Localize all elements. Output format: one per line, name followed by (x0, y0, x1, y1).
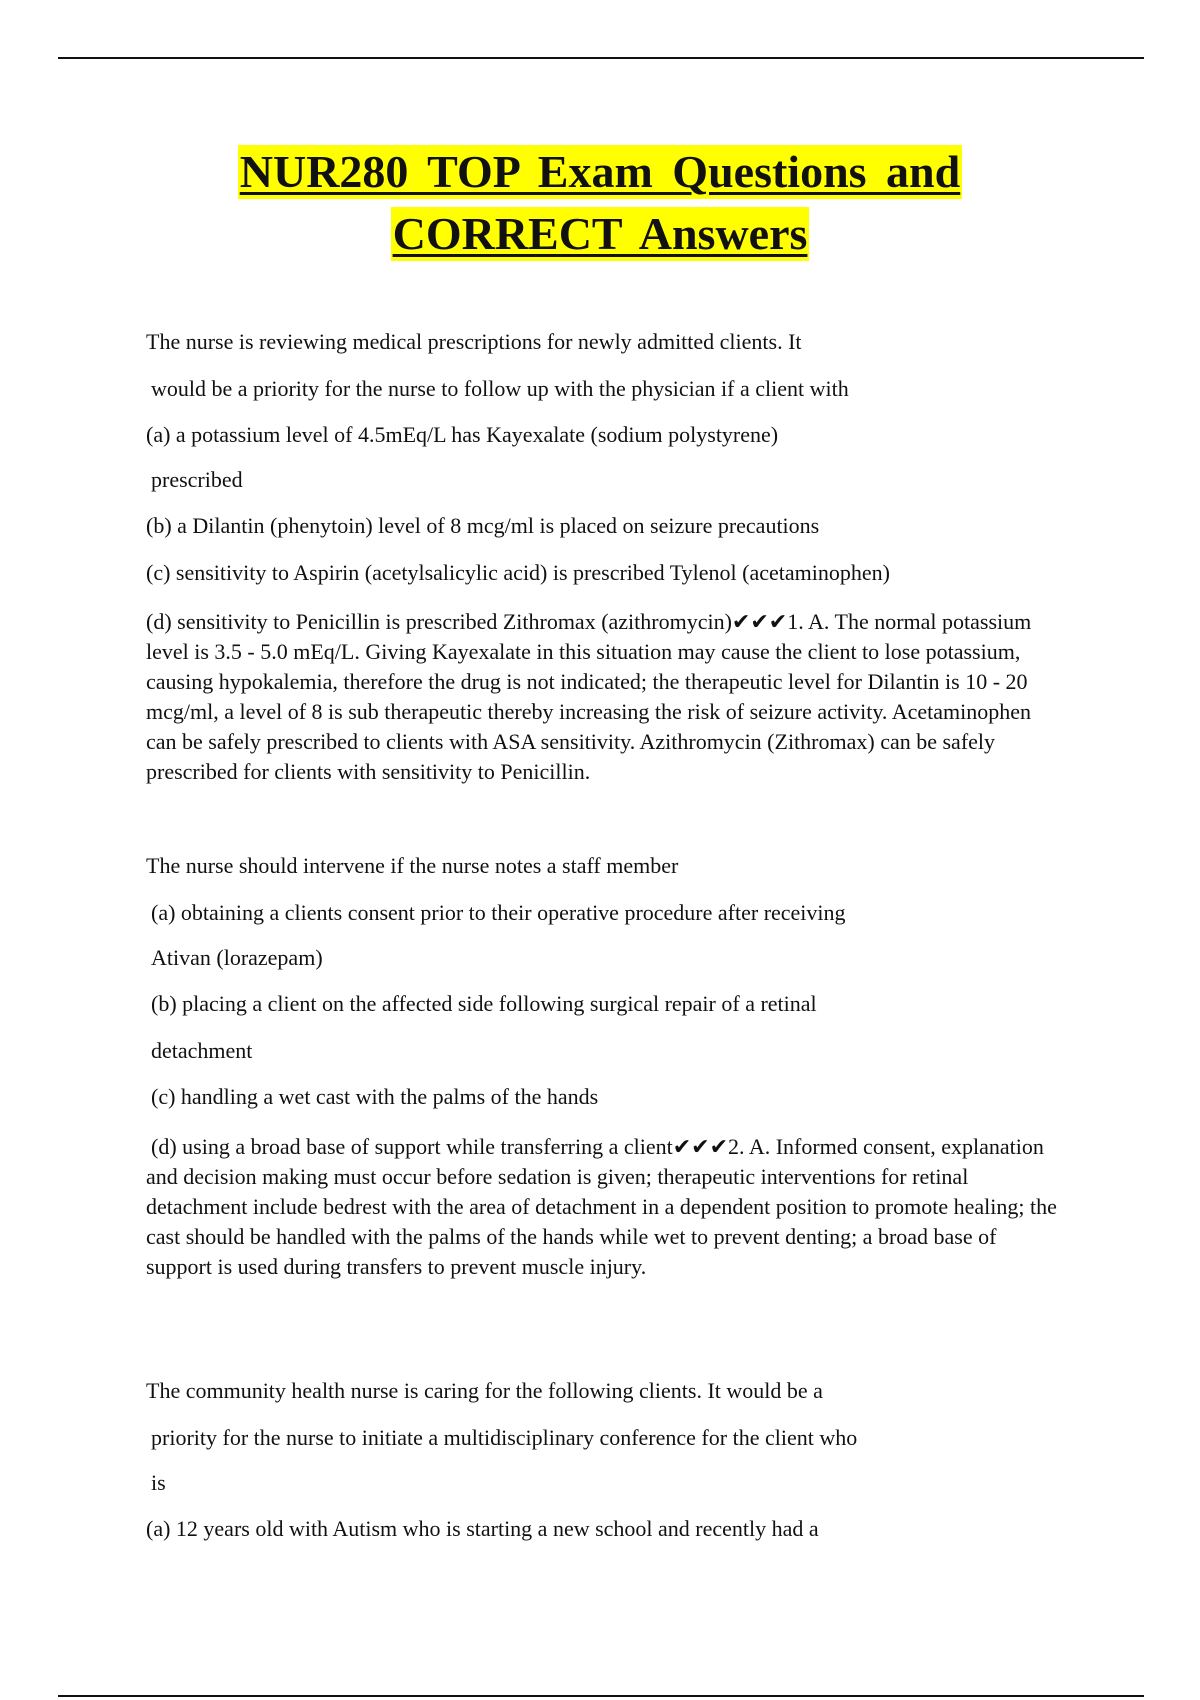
q1-option-b: (b) a Dilantin (phenytoin) level of 8 mcg/ml is placed on seizure precautions (146, 513, 820, 538)
q1-stem-line-1: The nurse is reviewing medical prescriptions for newly admitted clients. It (146, 329, 802, 354)
document-title (0, 145, 1200, 269)
q1-stem-line-2: would be a priority for the nurse to follow up with the physician if a client with (151, 376, 849, 401)
footer-rule (58, 1695, 1144, 1697)
header-rule (58, 57, 1144, 59)
q1-option-a-cont: prescribed (151, 467, 243, 492)
q2-option-c: (c) handling a wet cast with the palms of the hands (151, 1084, 599, 1109)
q2-option-a-cont: Ativan (lorazepam) (151, 945, 323, 970)
q2-answer-paragraph: (d) using a broad base of support while transferring a client✔✔✔2. A. Informed consent, explanation and decision making must occur before sedation is given; therapeutic interventions for retinal detachment include bedrest with the area of detachment in a dependent position to promote healing; the cast should be handled with the palms of the hands while wet to prevent denting; a broad base of support is used during transfers to prevent muscle injury. (146, 1134, 1057, 1279)
q2-option-b-cont: detachment (151, 1038, 253, 1063)
q2-option-a: (a) obtaining a clients consent prior to their operative procedure after receiving (151, 900, 846, 925)
q3-stem-line-1: The community health nurse is caring for the following clients. It would be a (146, 1378, 823, 1403)
q3-stem-line-2: priority for the nurse to initiate a multidisciplinary conference for the client who (151, 1425, 858, 1450)
q1-answer-paragraph: (d) sensitivity to Penicillin is prescribed Zithromax (azithromycin)✔✔✔1. A. The normal potassium level is 3.5 - 5.0 mEq/L. Giving Kayexalate in this situation may cause the client to lose potassium, causing hypokalemia, therefore the drug is not indicated; the therapeutic level for Dilantin is 10 - 20 mcg/ml, a level of 8 is sub therapeutic thereby increasing the risk of seizure activity. Acetaminophen can be safely prescribed to clients with ASA sensitivity. Azithromycin (Zithromax) can be safely prescribed for clients with sensitivity to Penicillin. (146, 609, 1032, 784)
q3-option-a: (a) 12 years old with Autism who is starting a new school and recently had a (146, 1516, 819, 1541)
q2-option-b: (b) placing a client on the affected side following surgical repair of a retinal (151, 991, 817, 1016)
q1-option-c: (c) sensitivity to Aspirin (acetylsalicylic acid) is prescribed Tylenol (acetaminophen) (146, 560, 890, 585)
title-line-2: CORRECT Answers (392, 208, 808, 259)
q1-option-a: (a) a potassium level of 4.5mEq/L has Kayexalate (sodium polystyrene) (146, 422, 779, 447)
title-line-1: NUR280 TOP Exam Questions and (239, 146, 961, 197)
q3-stem-line-3: is (151, 1470, 166, 1495)
q2-stem: The nurse should intervene if the nurse notes a staff member (146, 853, 679, 878)
